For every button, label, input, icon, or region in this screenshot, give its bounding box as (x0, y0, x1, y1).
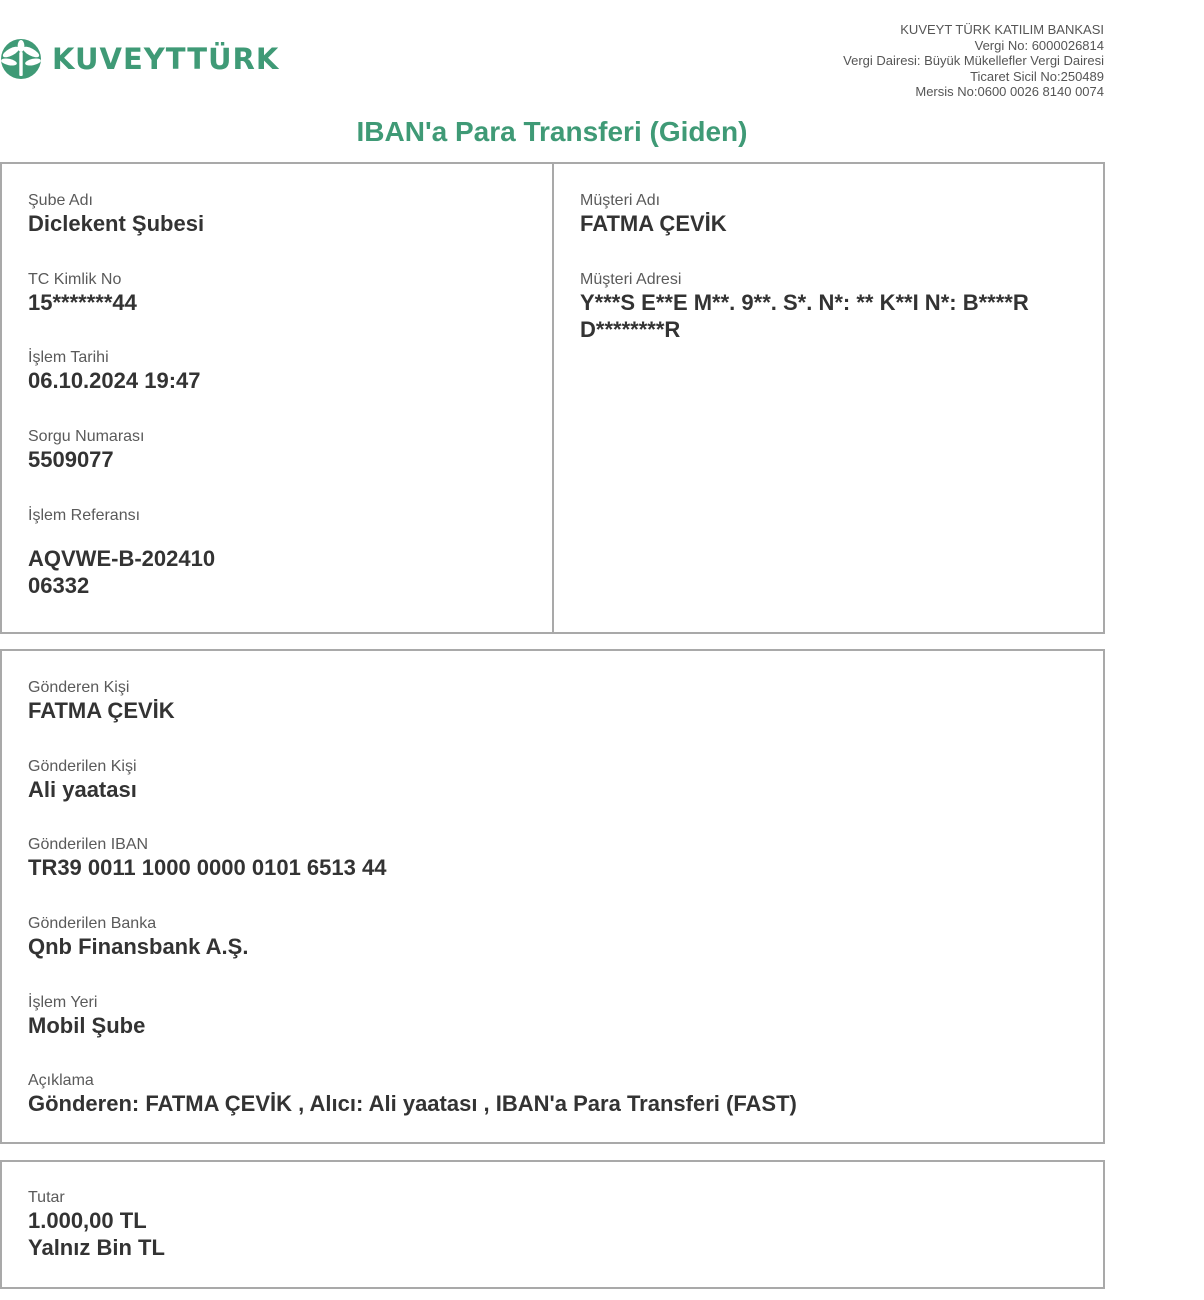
transaction-channel: Mobil Şube (28, 1013, 146, 1038)
query-field (28, 428, 145, 473)
bank-name: KUVEYT TÜRK KATILIM BANKASI (900, 22, 1104, 37)
query-number: 5509077 (28, 447, 114, 472)
amount-value: 1.000,00 TL (28, 1208, 147, 1233)
recipient-iban: TR39 0011 1000 0000 0101 6513 44 (28, 855, 387, 880)
mersis-number: Mersis No:0600 0026 8140 0074 (915, 84, 1104, 99)
field-label: Açıklama (28, 1072, 94, 1089)
kuveyt-turk-tree-icon (0, 38, 42, 80)
amount-in-words: Yalnız Bin TL (28, 1235, 165, 1260)
address-line-2: D********R (580, 317, 681, 342)
document-title: IBAN'a Para Transferi (Giden) (356, 116, 748, 147)
reference-line-2: 06332 (28, 573, 90, 598)
branch-info-box (0, 162, 554, 634)
iban-field (28, 836, 386, 881)
tc-number: 15*******44 (28, 290, 137, 315)
transfer-details-box (0, 649, 1105, 1144)
channel-field (28, 994, 145, 1039)
field-label: Gönderilen Banka (28, 915, 157, 932)
customer-info-box (552, 162, 1105, 634)
transaction-date: 06.10.2024 19:47 (28, 368, 201, 393)
address-line-1: Y***S E**E M**. 9**. S*. N*: ** K**I N*: B****R (580, 290, 1029, 315)
customer-address-field (580, 271, 1029, 343)
date-field (28, 349, 201, 394)
description: Gönderen: FATMA ÇEVİK , Alıcı: Ali yaatası , IBAN'a Para Transferi (FAST) (28, 1091, 797, 1116)
recipient-name: Ali yaatası (28, 777, 137, 802)
trade-registry: Ticaret Sicil No:250489 (970, 68, 1104, 84)
bank-logo (0, 38, 279, 80)
field-label: Müşteri Adresi (580, 271, 682, 288)
tc-field (28, 271, 137, 316)
sender-field (28, 679, 175, 724)
amount-field (28, 1189, 165, 1261)
field-label: İşlem Yeri (28, 994, 98, 1011)
tax-number: Vergi No: 6000026814 (974, 37, 1104, 53)
logo-wordmark: KUVEYTTÜRK (52, 41, 280, 76)
field-label: Gönderilen Kişi (28, 758, 137, 775)
field-label: Tutar (28, 1189, 65, 1206)
field-label: Gönderilen IBAN (28, 836, 149, 853)
recipient-bank: Qnb Finansbank A.Ş. (28, 934, 249, 959)
field-label: Müşteri Adı (580, 192, 661, 209)
customer-name-field (580, 192, 727, 237)
field-label: İşlem Referansı (28, 507, 141, 524)
bank-info (843, 22, 1104, 100)
reference-line-1: AQVWE-B-202410 (28, 546, 216, 571)
branch-name: Diclekent Şubesi (28, 211, 205, 236)
field-label: Gönderen Kişi (28, 679, 130, 696)
tax-office: Vergi Dairesi: Büyük Mükellefler Vergi Dairesi (843, 53, 1104, 68)
field-label: Şube Adı (28, 192, 93, 209)
description-field (28, 1072, 797, 1117)
recipient-field (28, 758, 137, 803)
field-label: Sorgu Numarası (28, 428, 145, 445)
bank-field (28, 915, 248, 960)
field-label: TC Kimlik No (28, 271, 122, 288)
field-label: İşlem Tarihi (28, 349, 109, 366)
customer-name: FATMA ÇEVİK (580, 211, 727, 236)
reference-field (28, 507, 215, 599)
amount-box (0, 1160, 1105, 1289)
branch-field (28, 192, 204, 237)
sender-name: FATMA ÇEVİK (28, 698, 175, 723)
